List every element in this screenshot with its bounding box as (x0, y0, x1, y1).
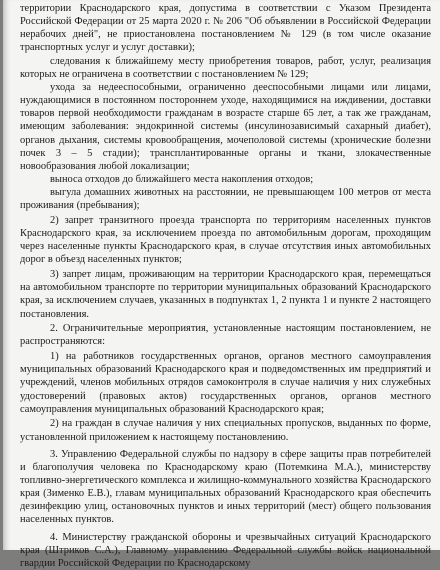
paragraph-care-delivery: ухода за недееспособными, ограниченно дееспособными лицами или лицами, нуждающимися в постоянном постороннем уходе, находящимися на иждивении, доставки товаров первой необходимости гражданам в возрасте старше 65 лет, а так же гражданам, имеющим заболевания: эндокринной системы (инсулинозависимый сахарный диабет), органов дыхания, системы кровообращения, мочеполовой системы (хронические болезни почек 3 – 5 стадии); трансплантированные органы и ткани, злокачественные новообразования любой локализации; (20, 81, 431, 172)
paragraph-exemption-passes: 2) на граждан в случае наличия у них специальных пропусков, выданных по форме, установленной приложением к настоящему постановлению. (20, 418, 431, 443)
paragraph-exemptions-heading: 2. Ограничительные мероприятия, установленные настоящим постановлением, не распространяются: (20, 323, 431, 348)
paragraph-civil-defense-order: 4. Министерству гражданской обороны и чрезвычайных ситуаций Краснодарского края (Штриков С.А.), Главному управлению Федеральной службы войск национальной гвардии Российской Федерации по Краснодарскому (20, 531, 431, 569)
document-body (20, 2, 431, 570)
paragraph-pet-walking: выгула домашних животных на расстоянии, не превышающем 100 метров от места проживания (пребывания); (20, 187, 431, 212)
paragraph-vehicle-ban: 3) запрет лицам, проживающим на территории Краснодарского края, перемещаться на автомобильном транспорте по территории муниципальных образований Краснодарского края, за исключением случаев, указанных в подпунктах 1, 2 пункта 1 и пункте 2 настоящего постановления. (20, 269, 431, 320)
document-page (3, 0, 440, 569)
paragraph-goods-purchase: следования к ближайшему месту приобретения товаров, работ, услуг, реализация которых не ограничена в соответствии с постановлением № 129; (20, 55, 431, 80)
paragraph-waste-removal: выноса отходов до ближайшего места накопления отходов; (50, 174, 314, 186)
paragraph-transit-ban: 2) запрет транзитного проезда транспорта по территориям населенных пунктов Краснодарского края, за исключением проезда по автомобильным дорогам, проходящим через населенные пункты Краснодарского края, в случае отсутствия иных автомобильных дорог в объезд населенных пунктов; (20, 215, 431, 266)
paragraph-exemption-officials: 1) на работников государственных органов, органов местного самоуправления муниципальных образований Краснодарского края и подведомственных им предприятий и учреждений, членов мобильных отрядов самоконтроля в случае наличия у них служебных удостоверений (правовых актов) государственных органов, органов местного самоуправления муниципальных образований Краснодарского края; (20, 351, 431, 415)
paragraph-disinfection-order: 3. Управлению Федеральной службы по надзору в сфере защиты прав потребителей и благополучия человека по Краснодарскому краю (Потемкина М.А.), министерству топливно-энергетического комплекса и жилищно-коммунального хозяйства Краснодарского края (Зименко Е.В.), главам муниципальных образований Краснодарского края обеспечить дезинфекцию улиц, остановочных пунктов и иных территорий (мест) общего пользования населенных пунктов. (20, 448, 431, 526)
paragraph-decree-continuation: территории Краснодарского края, допустима в соответствии с Указом Президента Российской Федерации от 25 марта 2020 г. № 206 "Об объявлении в Российской Федерации нерабочих дней", не приостановлена постановлением № 129 (в том числе оказание транспортных услуг и услуг доставки); (20, 3, 431, 54)
